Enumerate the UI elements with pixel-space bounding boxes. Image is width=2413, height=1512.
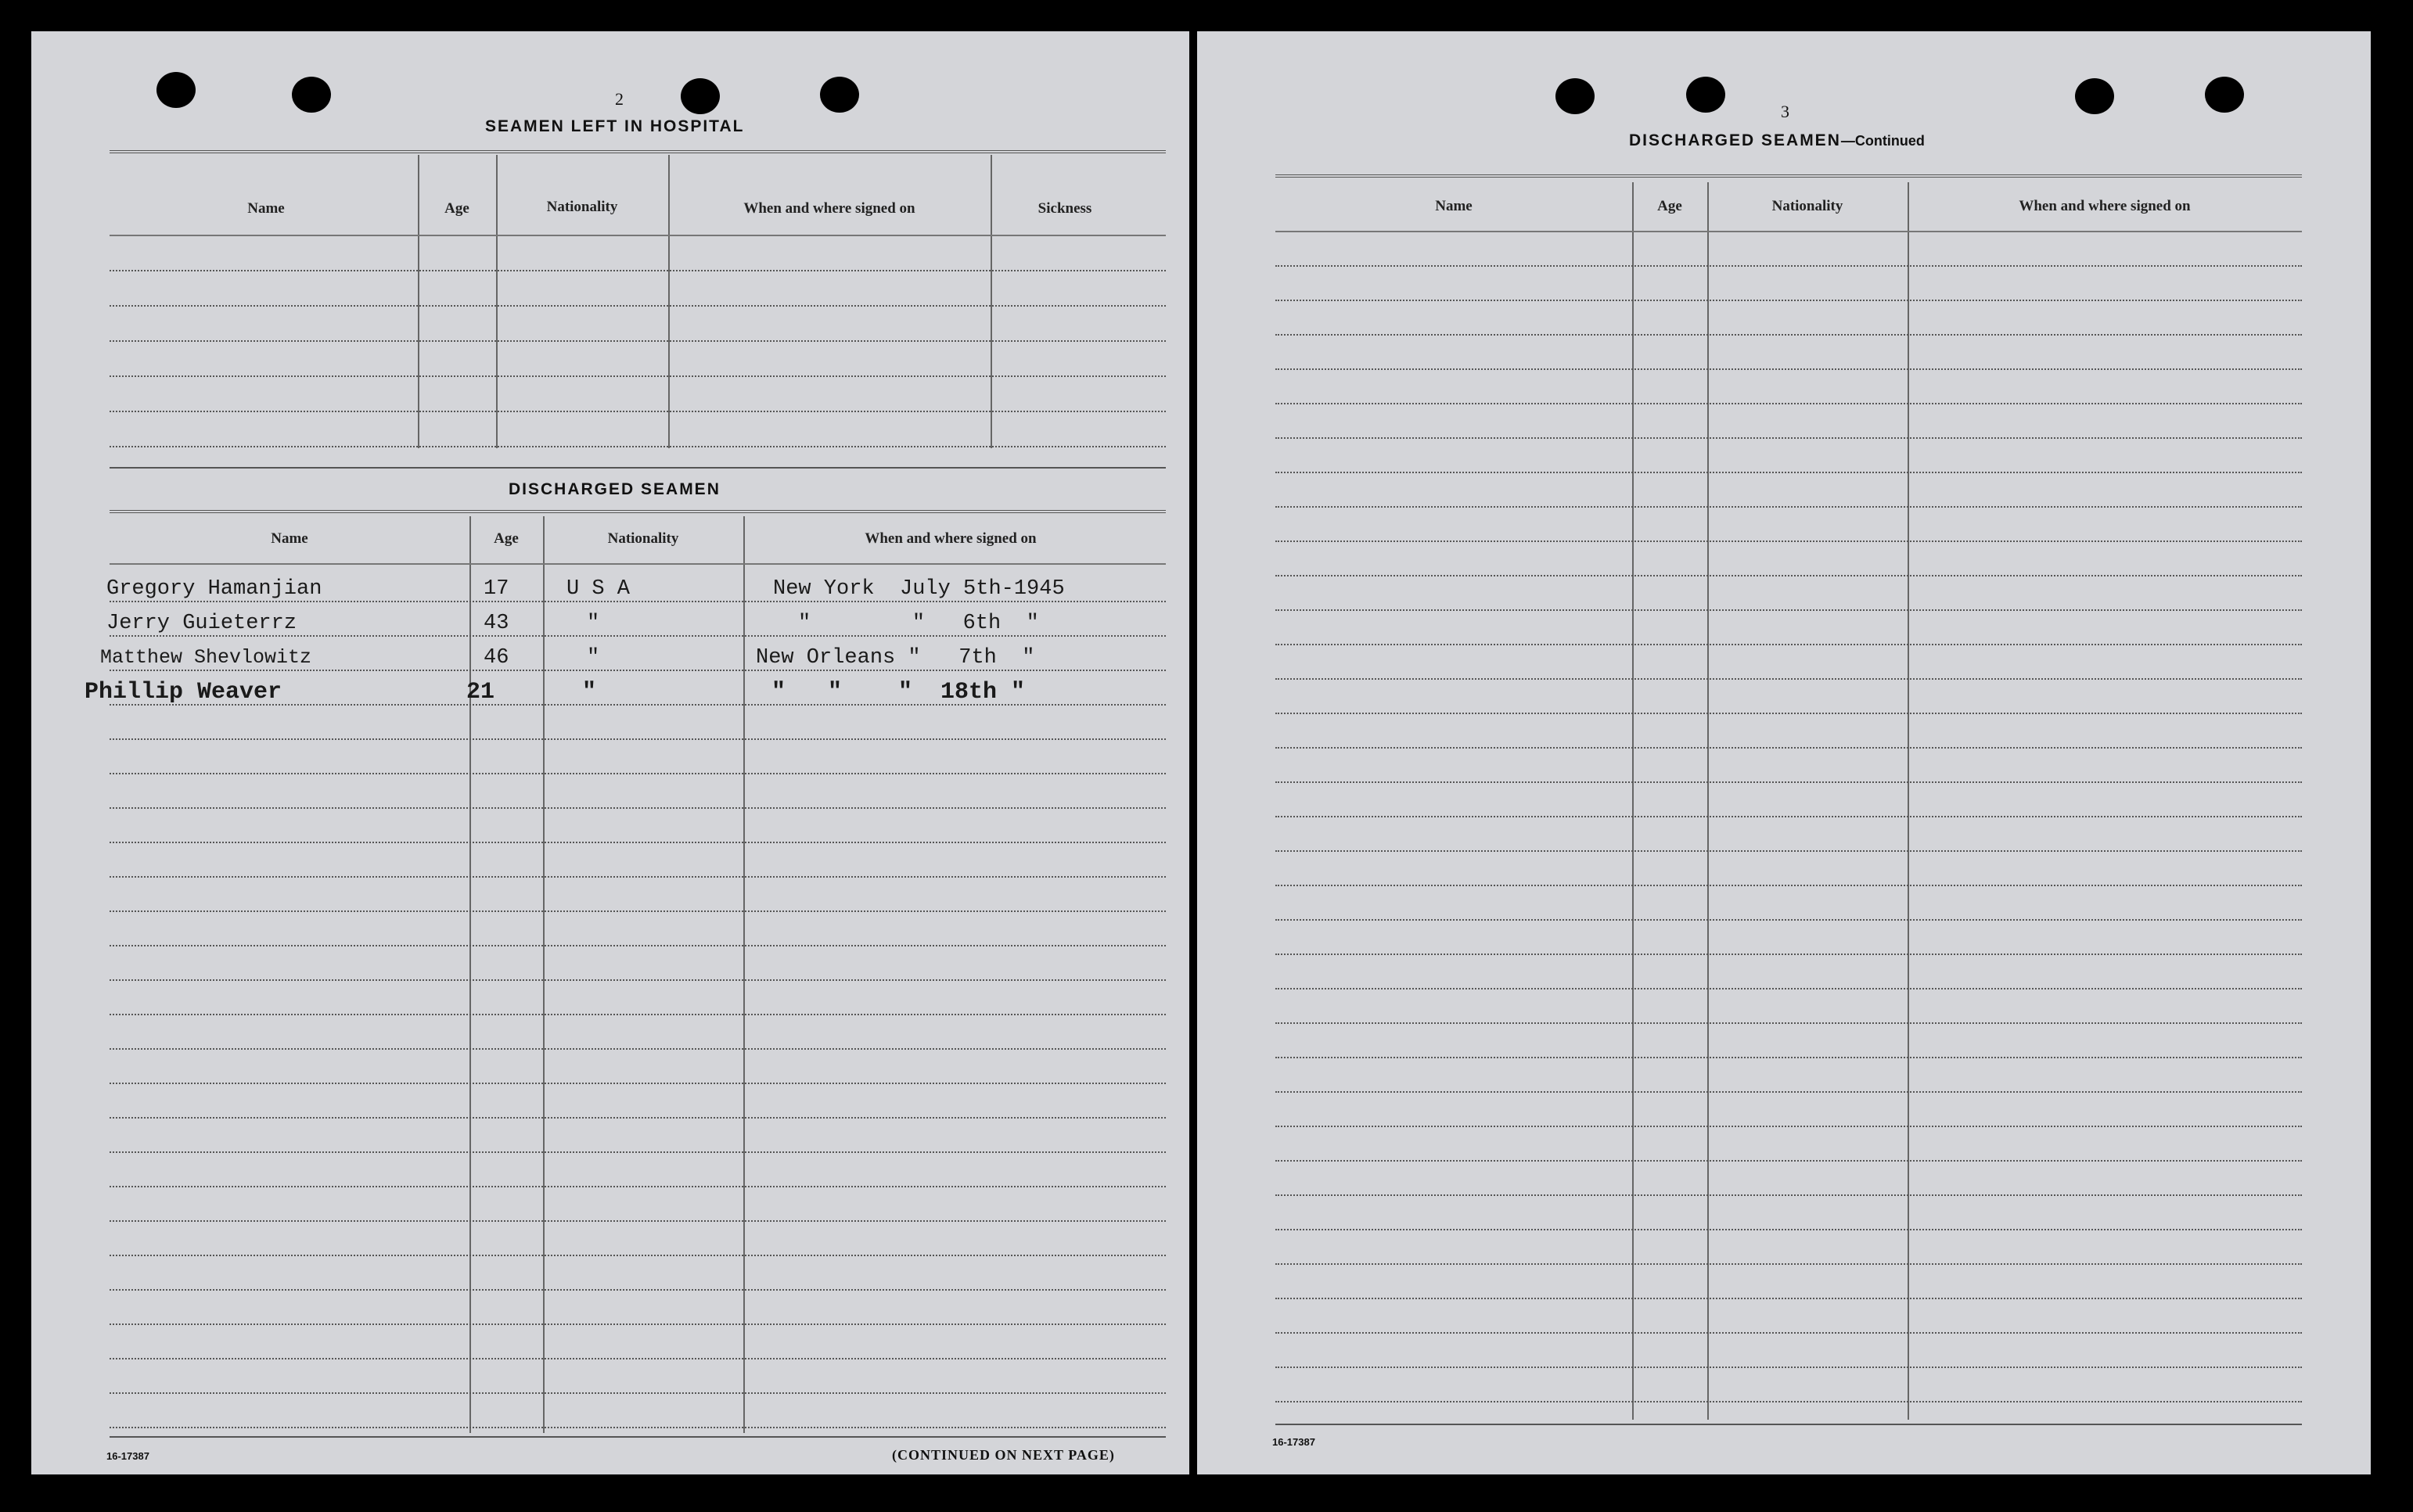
seaman-nationality: " <box>587 612 600 635</box>
seaman-nationality: U S A <box>566 577 631 601</box>
column-header-nationality: Nationality <box>1771 198 1843 214</box>
seaman-signed-on: " " 6th " <box>798 612 1039 635</box>
bottom-rule <box>110 1436 1166 1438</box>
column-header-name: Name <box>1435 198 1473 214</box>
column-header-nationality: Nationality <box>546 199 618 215</box>
seaman-age: 43 <box>484 612 509 635</box>
page-number: 2 <box>615 89 624 109</box>
seaman-name: Matthew Shevlowitz <box>100 646 312 669</box>
column-header-name: Name <box>271 530 308 547</box>
seaman-signed-on: New Orleans " 7th " <box>756 646 1035 670</box>
seaman-name: Jerry Guieterrz <box>106 612 297 635</box>
discharged-continued-title <box>1629 131 1925 150</box>
column-header-age: Age <box>1657 198 1682 214</box>
section-rule <box>110 467 1166 469</box>
seaman-signed-on: " " " 18th " <box>771 679 1026 706</box>
title-main: DISCHARGED SEAMEN <box>1629 131 1841 149</box>
column-header-signed-on: When and where signed on <box>865 530 1037 547</box>
form-number: 16-17387 <box>106 1450 149 1462</box>
discharged-section-title: DISCHARGED SEAMEN <box>509 480 721 498</box>
discharged-table <box>85 516 1166 1433</box>
punch-hole <box>156 72 196 108</box>
seaman-age: 21 <box>466 679 495 706</box>
column-header-age: Age <box>494 530 519 547</box>
form-number: 16-17387 <box>1272 1436 1315 1448</box>
punch-hole <box>1555 78 1595 114</box>
punch-hole <box>2075 78 2114 114</box>
punch-hole <box>292 77 331 113</box>
punch-hole <box>1686 77 1725 113</box>
seaman-age: 17 <box>484 577 509 601</box>
hospital-table <box>110 155 1166 448</box>
continued-note: (CONTINUED ON NEXT PAGE) <box>892 1447 1115 1463</box>
punch-hole <box>681 78 720 114</box>
top-rule <box>110 150 1166 153</box>
title-suffix: —Continued <box>1840 133 1925 149</box>
column-header-sickness: Sickness <box>1037 200 1092 217</box>
column-header-nationality: Nationality <box>607 530 679 547</box>
seaman-name: Gregory Hamanjian <box>106 577 322 601</box>
seaman-nationality: " <box>587 646 600 670</box>
left-page <box>31 31 1189 1474</box>
seaman-signed-on: New York July 5th-1945 <box>773 577 1065 601</box>
hospital-section-title: SEAMEN LEFT IN HOSPITAL <box>485 117 745 135</box>
section-rule <box>110 510 1166 513</box>
column-header-name: Name <box>247 200 285 217</box>
punch-hole <box>2205 77 2244 113</box>
page-number: 3 <box>1781 102 1789 121</box>
top-rule <box>1275 174 2302 178</box>
bottom-rule <box>1275 1424 2302 1425</box>
right-page <box>1197 31 2371 1474</box>
discharged-continued-table <box>1275 182 2302 1420</box>
column-header-age: Age <box>444 200 469 217</box>
column-header-signed-on: When and where signed on <box>743 200 915 217</box>
seaman-age: 46 <box>484 646 509 670</box>
column-header-signed-on: When and where signed on <box>2019 198 2191 214</box>
punch-hole <box>820 77 859 113</box>
seaman-name: Phillip Weaver <box>85 679 282 706</box>
seaman-nationality: " <box>582 679 597 706</box>
